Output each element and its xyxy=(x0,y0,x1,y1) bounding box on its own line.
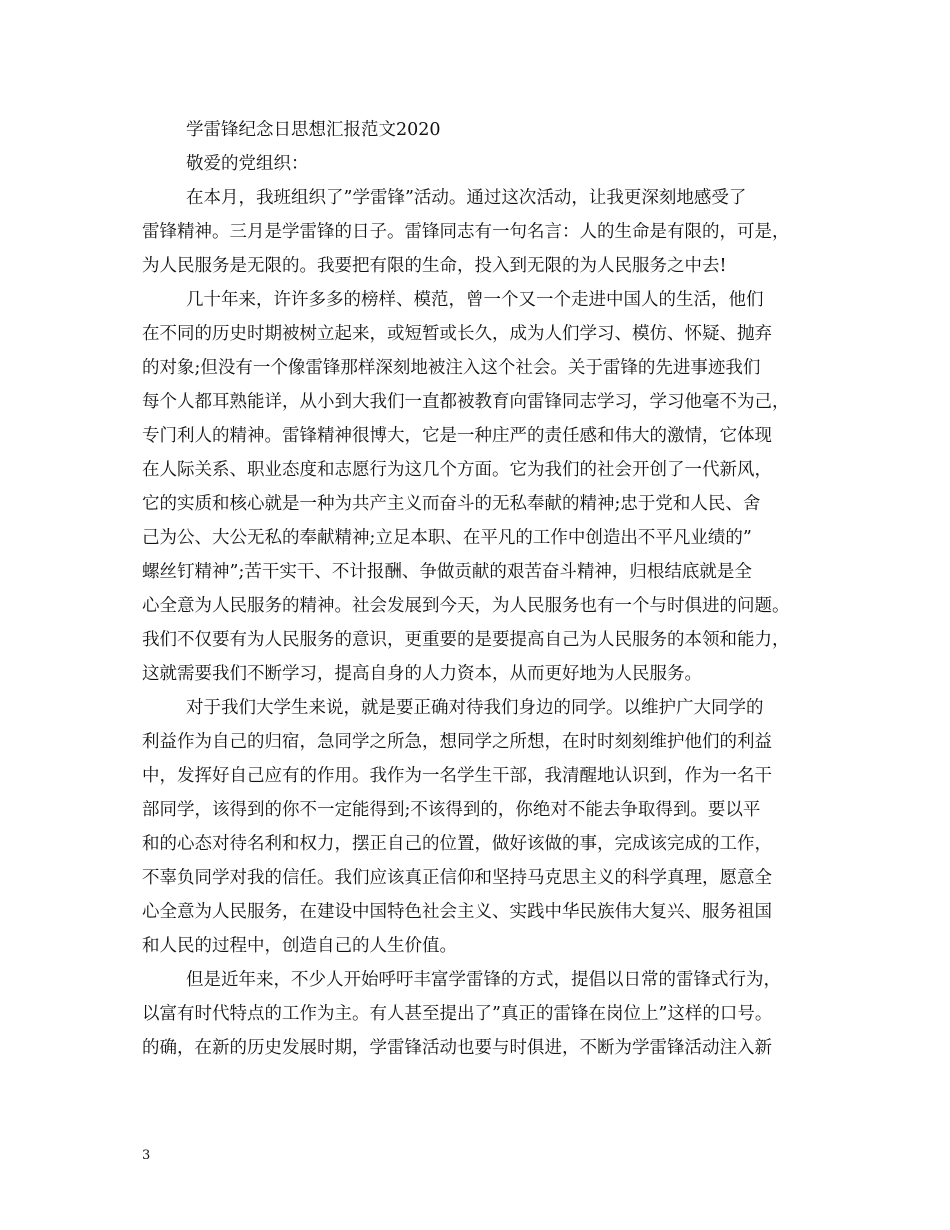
text-line: 心全意为人民服务，在建设中国特色社会主义、实践中华民族伟大复兴、服务祖国 xyxy=(142,902,772,922)
text-line: 和的心态对待名利和权力，摆正自己的位置，做好该做的事，完成该完成的工作， xyxy=(142,834,772,854)
text-line: 中，发挥好自己应有的作用。我作为一名学生干部，我清醒地认识到，作为一名干 xyxy=(142,766,772,786)
text-line: 每个人都耳熟能详，从小到大我们一直都被教育向雷锋同志学习，学习他毫不为己， xyxy=(142,392,790,412)
text-line: 己为公、大公无私的奉献精神;立足本职、在平凡的工作中创造出不平凡业绩的” xyxy=(142,528,752,548)
text-line: 雷锋精神。三月是学雷锋的日子。雷锋同志有一句名言：人的生命是有限的，可是， xyxy=(142,222,790,242)
text-line: 但是近年来，不少人开始呼吁丰富学雷锋的方式，提倡以日常的雷锋式行为， xyxy=(186,970,781,990)
text-line: 和人民的过程中，创造自己的人生价值。 xyxy=(142,936,457,956)
text-line: 几十年来，许许多多的榜样、模范，曾一个又一个走进中国人的生活，他们 xyxy=(186,290,764,310)
text-line: 以富有时代特点的工作为主。有人甚至提出了”真正的雷锋在岗位上”这样的口号。 xyxy=(142,1004,773,1024)
text-line: 不辜负同学对我的信任。我们应该真正信仰和坚持马克思主义的科学真理，愿意全 xyxy=(142,868,772,888)
text-line: 心全意为人民服务的精神。社会发展到今天，为人民服务也有一个与时俱进的问题。 xyxy=(142,596,790,616)
text-line: 的对象;但没有一个像雷锋那样深刻地被注入这个社会。关于雷锋的先进事迹我们 xyxy=(142,358,761,378)
text-line: 这就需要我们不断学习，提高自身的人力资本，从而更好地为人民服务。 xyxy=(142,664,702,684)
text-line: 的确，在新的历史发展时期，学雷锋活动也要与时俱进，不断为学雷锋活动注入新 xyxy=(142,1038,772,1058)
text-line: 在不同的历史时期被树立起来，或短暂或长久，成为人们学习、模仿、怀疑、抛弃 xyxy=(142,324,772,344)
text-line: 部同学，该得到的你不一定能得到;不该得到的，你绝对不能去争取得到。要以平 xyxy=(142,800,761,820)
document-body xyxy=(142,113,822,1065)
salutation: 敬爱的党组织： xyxy=(186,154,309,174)
text-line: 为人民服务是无限的。我要把有限的生命，投入到无限的为人民服务之中去! xyxy=(142,256,727,276)
document-title: 学雷锋纪念日思想汇报范文2020 xyxy=(186,120,441,140)
page-number: 3 xyxy=(142,1148,151,1163)
text-line: 螺丝钉精神”;苦干实干、不计报酬、争做贡献的艰苦奋斗精神，归根结底就是全 xyxy=(142,562,752,582)
text-line: 对于我们大学生来说，就是要正确对待我们身边的同学。以维护广大同学的 xyxy=(186,698,764,718)
text-line: 它的实质和核心就是一种为共产主义而奋斗的无私奉献的精神;忠于党和人民、舍 xyxy=(142,494,761,514)
text-line: 在人际关系、职业态度和志愿行为这几个方面。它为我们的社会开创了一代新风， xyxy=(142,460,772,480)
text-line: 专门利人的精神。雷锋精神很博大，它是一种庄严的责任感和伟大的激情，它体现 xyxy=(142,426,772,446)
text-line: 在本月，我班组织了”学雷锋”活动。通过这次活动，让我更深刻地感受了 xyxy=(186,188,747,208)
text-line: 我们不仅要有为人民服务的意识，更重要的是要提高自己为人民服务的本领和能力， xyxy=(142,630,790,650)
text-line: 利益作为自己的归宿，急同学之所急，想同学之所想，在时时刻刻维护他们的利益 xyxy=(142,732,772,752)
